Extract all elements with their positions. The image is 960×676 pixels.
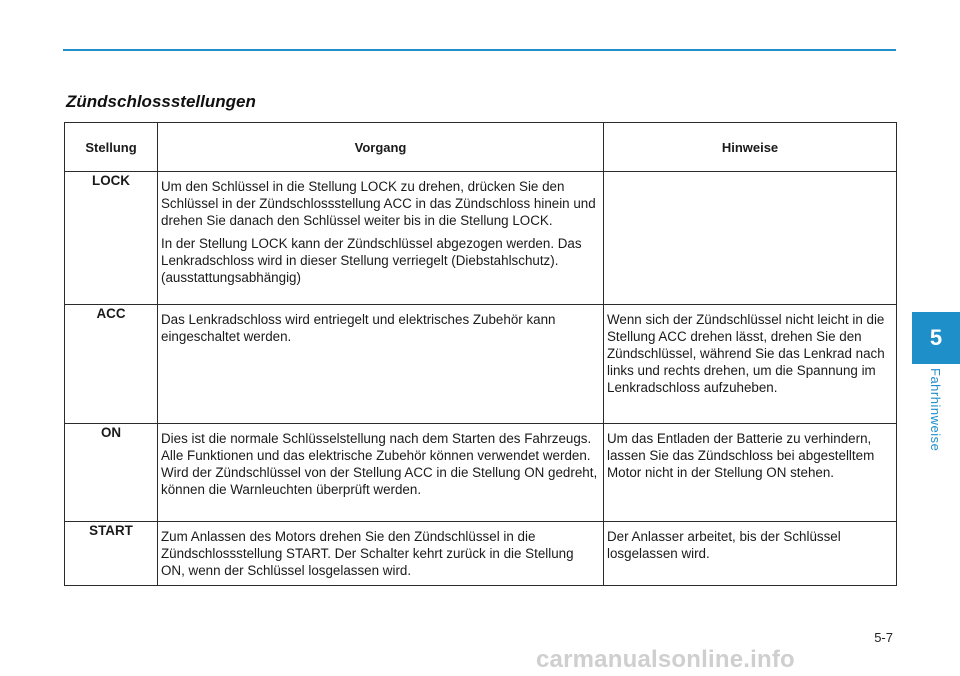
procedure-paragraph: In der Stellung LOCK kann der Zündschlüssel abgezogen werden. Das Lenkradschloss wird in dieser Stellung verriegelt (Diebstahlschutz). (ausstattungsabhängig) <box>161 236 582 285</box>
table-row <box>65 305 897 424</box>
procedure-paragraph: Zum Anlassen des Motors drehen Sie den Zündschlüssel in die Zündschlossstellung START. Der Schalter kehrt zurück in die Stellung ON, wenn der Schlüssel losgelassen wird. <box>161 529 574 578</box>
table-row <box>65 424 897 522</box>
procedure-cell <box>158 424 604 522</box>
procedure-cell <box>158 172 604 305</box>
chapter-label: Fahrhinweise <box>928 368 943 452</box>
procedure-paragraph: Das Lenkradschloss wird entriegelt und elektrisches Zubehör kann eingeschaltet werden. <box>161 312 556 344</box>
notes-cell: Wenn sich der Zündschlüssel nicht leicht in die Stellung ACC drehen lässt, drehen Sie den Zündschlüssel, während Sie das Lenkrad nach links und rechts drehen, um die Spannung im Lenkradschloss aufzuheben. <box>604 305 897 424</box>
section-title: Zündschlossstellungen <box>66 92 256 111</box>
notes-cell <box>604 172 897 305</box>
position-cell: START <box>65 522 158 586</box>
notes-cell: Der Anlasser arbeitet, bis der Schlüssel losgelassen wird. <box>604 522 897 586</box>
notes-cell: Um das Entladen der Batterie zu verhindern, lassen Sie das Zündschloss bei abgestelltem Motor nicht in der Stellung ON stehen. <box>604 424 897 522</box>
procedure-cell <box>158 522 604 586</box>
position-cell: LOCK <box>65 172 158 305</box>
ignition-positions-table <box>64 122 897 586</box>
chapter-tab[interactable]: 5 <box>912 312 960 364</box>
procedure-cell <box>158 305 604 424</box>
position-cell: ACC <box>65 305 158 424</box>
top-rule <box>63 49 896 51</box>
procedure-paragraph: Dies ist die normale Schlüsselstellung nach dem Starten des Fahrzeugs. Alle Funktionen und das elektrische Zubehör können verwendet werden. Wird der Zündschlüssel von der Stellung ACC in die Stellung ON gedreht, können die Warnleuchten überprüft werden. <box>161 431 598 497</box>
table-row <box>65 522 897 586</box>
header-procedure: Vorgang <box>158 123 604 172</box>
header-notes: Hinweise <box>604 123 897 172</box>
header-position: Stellung <box>65 123 158 172</box>
procedure-paragraph: Um den Schlüssel in die Stellung LOCK zu drehen, drücken Sie den Schlüssel in der Zündschlossstellung ACC in das Zündschloss hinein und drehen Sie danach den Schlüssel weiter bis in die Stellung LOCK. <box>161 179 596 228</box>
position-cell: ON <box>65 424 158 522</box>
table-row <box>65 172 897 305</box>
table-header-row <box>65 123 897 172</box>
page-number: 5-7 <box>874 630 893 645</box>
watermark: carmanualsonline.info <box>536 646 795 673</box>
